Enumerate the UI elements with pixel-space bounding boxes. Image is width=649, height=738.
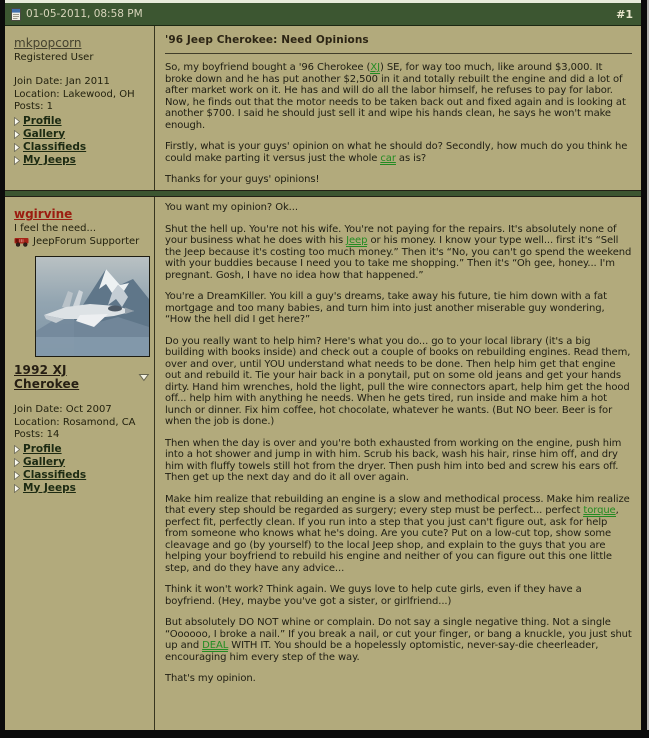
username-link[interactable]: mkpopcorn <box>14 36 82 50</box>
post-text: or his money. I know your type well... first it's “Sell the Jeep because it's costing too much money.” Then it's “No, you can't go spend the weekend with your buddies because I need you to take me shopping.” Then it's “Oh gee, honey... I'm pregnant. Gosh, I have no idea how that happened.” <box>165 235 632 281</box>
avatar-image[interactable] <box>35 256 150 357</box>
post-text: Thanks for your guys' opinions! <box>165 174 320 185</box>
post-paragraph <box>165 673 632 685</box>
post-text: Then when the day is over and you're both exhausted from working on the engine, push him into a hot shower and jump in with him. Scrub his back, wash his hair, rinse him off, and dry him with fluffy towels still hot from the dryer. Then push him into bed and screw his ears off. Then get up the next day and do it all over again. <box>165 437 622 483</box>
post-text: Do you really want to help him? Here's what you do... go to your local library (it's a big building with books inside) and check out a couple of books on rebuilding engines. Read them, over and over, until YOU understand what needs to be done. Then help him get that engine out and rebuild it. Tie your hair back in a ponytail, put on some old jeans and get your hands dirty. Hand him wrenches, hold the light, pull the wire connectors apart, help him get the hood off... help him with anything he needs. When he gets tired, run inside and make him a hot lunch or dinner. Fix him coffee, hot chocolate, whatever he wants. (But NO beer. Beer is for when the job is done.) <box>165 335 631 427</box>
user-post-count: Posts: 1 <box>14 101 54 112</box>
title-divider <box>165 53 632 54</box>
user-link-row <box>14 443 150 456</box>
post-paragraph <box>165 336 632 428</box>
post-body <box>165 202 632 685</box>
inline-ad-link[interactable]: torque <box>583 505 616 516</box>
post-text: ) SE, for way too much, like around $3,000. It broke down and he has put another $2,500 in it and totally rebuilt the engine and did a lot of after market work on it. He has and will do all the labor himself, he refuses to pay for labor. Now, he finds out that the motor needs to be taken back out and fixed again and is looking at another $700. I said he should just sell it and wipe his hands clean, he says he won't make enough. <box>165 62 626 131</box>
inline-ad-link[interactable]: XJ <box>370 62 380 73</box>
post-paragraph <box>165 617 632 663</box>
my-jeeps-link[interactable]: My Jeeps <box>23 481 76 494</box>
my-jeeps-link[interactable]: My Jeeps <box>23 153 76 166</box>
post-text: That's my opinion. <box>165 673 256 684</box>
post-paragraph <box>165 291 632 326</box>
post-2 <box>5 197 641 730</box>
user-title: Registered User <box>14 52 94 63</box>
right-triangle-icon <box>14 458 20 467</box>
post-text: You want my opinion? Ok... <box>165 202 298 213</box>
user-location: Location: Lakewood, OH <box>14 88 135 100</box>
post-2-user-panel <box>5 197 155 730</box>
post-1 <box>5 26 641 190</box>
vehicle-link[interactable]: 1992 XJ Cherokee <box>14 363 80 391</box>
post-document-icon <box>11 8 21 21</box>
user-title: I feel the need... <box>14 223 97 234</box>
user-join-date: Join Date: Jan 2011 <box>14 76 110 87</box>
user-meta <box>14 404 150 442</box>
post-2-content <box>155 197 641 730</box>
post-date: 01-05-2011, 08:58 PM <box>26 8 143 20</box>
post-1-user-panel <box>5 26 155 190</box>
post-paragraph <box>165 584 632 607</box>
user-link-row <box>14 456 150 469</box>
post-1-content <box>155 26 641 190</box>
right-triangle-icon <box>14 445 20 454</box>
post-text: WITH IT. You should be a hopelessly optomistic, never-say-die cheerleader, encouraging him every step of the way. <box>165 640 599 663</box>
post-paragraph <box>165 174 632 186</box>
inline-ad-link[interactable]: Jeep <box>346 235 368 246</box>
post-paragraph <box>165 202 632 214</box>
supporter-badge-label: JeepForum Supporter <box>33 236 140 247</box>
post-paragraph <box>165 438 632 484</box>
post-text: Make him realize that rebuilding an engine is a slow and methodical process. Make him realize that every step should be regarded as surgery; every step must be perfect... perfect <box>165 493 630 516</box>
user-meta <box>14 76 150 114</box>
user-link-row <box>14 128 150 141</box>
user-link-row <box>14 482 150 495</box>
right-triangle-icon <box>14 117 20 126</box>
post-paragraph <box>165 494 632 575</box>
user-location: Location: Rosamond, CA <box>14 416 136 428</box>
post-paragraph <box>165 62 632 131</box>
classifieds-link[interactable]: Classifieds <box>23 468 87 481</box>
post-text: You're a DreamKiller. You kill a guy's dreams, take away his future, tie him down with a fat mortgage and too many babies, and turn him into just another miserable guy wondering, “How the hell did I get here?” <box>165 291 607 325</box>
post-text: Firstly, what is your guys' opinion on what he should do? Secondly, how much do you think he could make parting it versus just the whole <box>165 141 628 164</box>
right-triangle-icon <box>14 484 20 493</box>
post-header-bar <box>5 3 641 26</box>
gallery-link[interactable]: Gallery <box>23 127 66 140</box>
profile-link[interactable]: Profile <box>23 442 62 455</box>
inline-ad-link[interactable]: car <box>380 152 396 164</box>
user-link-row <box>14 469 150 482</box>
right-triangle-icon <box>14 143 20 152</box>
post-text: Think it won't work? Think again. We guys love to help cute girls, even if they have a boyfriend. (Hey, maybe you've got a sister, or girlfriend...) <box>165 584 582 607</box>
post-text: , perfect fit, perfectly clean. If you run into a step that you just can't figure out, ask for help from someone who knows what he's doing. Are you cute? Put on a low-cut top, show some cleavage and go (by yourself) to the local Jeep shop, and explain to the guys that you are helping your boyfriend to rebuild his engine and neither of you can figure out this one little step, and do they have any advice... <box>165 505 619 574</box>
user-links <box>14 443 150 495</box>
right-triangle-icon <box>14 471 20 480</box>
garage-vehicle <box>14 363 150 391</box>
post-separator <box>5 190 641 197</box>
post-text: as is? <box>395 152 427 164</box>
classifieds-link[interactable]: Classifieds <box>23 140 87 153</box>
post-text: So, my boyfriend bought a '96 Cherokee ( <box>165 62 371 73</box>
gallery-link[interactable]: Gallery <box>23 455 66 468</box>
user-link-row <box>14 115 150 128</box>
user-links <box>14 115 150 167</box>
jeep-supporter-icon <box>14 236 29 247</box>
right-triangle-icon <box>14 156 20 165</box>
post-text: Shut the hell up. You're not his wife. You're not paying for the repairs. It's absolutely none of your business what he does with his <box>165 223 617 246</box>
thread-content-frame <box>5 0 641 730</box>
post-body <box>165 62 632 186</box>
post-paragraph <box>165 141 632 164</box>
right-triangle-icon <box>14 130 20 139</box>
profile-link[interactable]: Profile <box>23 114 62 127</box>
thread-title: '96 Jeep Cherokee: Need Opinions <box>165 34 369 46</box>
inline-ad-link[interactable]: DEAL <box>202 640 229 651</box>
user-link-row <box>14 154 150 167</box>
username-link[interactable]: wgirvine <box>14 207 73 221</box>
post-number-link[interactable]: #1 <box>616 7 633 21</box>
post-paragraph <box>165 224 632 282</box>
supporter-badge <box>14 236 150 247</box>
jet-over-mountain-photo <box>36 257 149 356</box>
user-post-count: Posts: 14 <box>14 429 60 440</box>
user-link-row <box>14 141 150 154</box>
garage-dropdown-icon[interactable] <box>138 373 150 382</box>
user-join-date: Join Date: Oct 2007 <box>14 404 112 415</box>
post-text: But absolutely DO NOT whine or complain. Do not say a single negative thing. Not a single “Oooooo, I broke a nail.” If you break a nail, or cut your finger, or bang a knuckle, you just shut up and <box>165 617 632 651</box>
